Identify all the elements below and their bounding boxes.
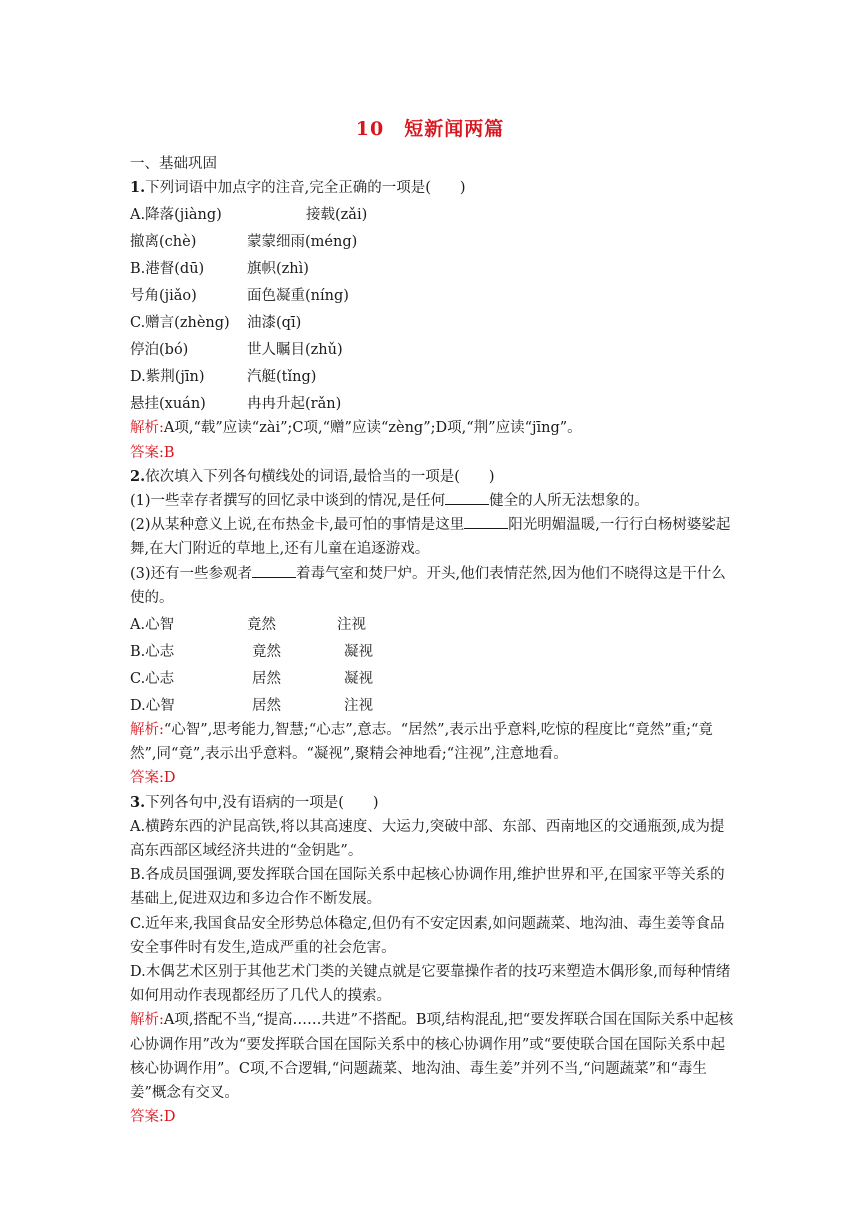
q2-sentence-1 xyxy=(130,489,735,513)
q1-word: 悬挂(xuán) xyxy=(130,396,206,413)
q1-word: 旗帜(zhì) xyxy=(247,261,309,278)
q3-option-a: A.横跨东西的沪昆高铁,将以其高速度、大运力,突破中部、东部、西南地区的交通瓶颈,成为提高东西部区域经济共进的“金钥匙”。 xyxy=(130,818,725,860)
q1-word: C.赠言(zhèng) xyxy=(130,315,230,332)
analysis-label: 解析: xyxy=(130,420,164,437)
fill-blank xyxy=(464,513,508,529)
q1-word: 蒙蒙细雨(méng) xyxy=(247,234,358,251)
q1-row xyxy=(130,254,735,281)
q3-analysis xyxy=(130,1008,735,1105)
q1-word: 停泊(bó) xyxy=(130,342,189,359)
q1-row xyxy=(130,200,735,227)
sentence-text: 健全的人所无法想象的。 xyxy=(489,493,649,510)
q1-word: A.降落(jiàng) xyxy=(130,207,222,224)
fill-blank xyxy=(252,562,296,578)
option-word: 居然 xyxy=(252,671,281,688)
q2-sentence-3 xyxy=(130,562,735,610)
analysis-label: 解析: xyxy=(130,722,164,739)
q2-answer: 答案:D xyxy=(130,770,176,787)
q1-word: 冉冉升起(rǎn) xyxy=(247,396,342,413)
option-word: 注视 xyxy=(344,698,373,715)
sentence-text: (2)从某种意义上说,在布热金卡,最可怕的事情是这里 xyxy=(130,517,465,534)
question-1-stem xyxy=(130,176,735,200)
sentence-text: 着毒气室和焚尸炉。开头,他们表情茫然,因为他们不晓得这是干什么使的。 xyxy=(130,565,726,606)
analysis-text: A项,搭配不当,“提高……共进”不搭配。B项,结构混乱,把“要发挥联合国在国际关系中起核心协调作用”改为“要发挥联合国在国际关系中的核心协调作用”或“要使联合国在国际关系中起核心协调作用”。C项,不合逻辑,“问题蔬菜、地沟油、毒生姜”并列不当,“问题蔬菜”和“毒生姜”概念有交叉。 xyxy=(130,1012,734,1102)
analysis-text: “心智”,思考能力,智慧;“心志”,意志。“居然”,表示出乎意料,吃惊的程度比“竟然”重;“竟然”,同“竟”,表示出乎意料。“凝视”,聚精会神地看;“注视”,注意地看。 xyxy=(130,722,713,763)
option-word: C.心志 xyxy=(130,671,175,688)
sentence-text: (3)还有一些参观者 xyxy=(130,565,253,582)
option-word: D.心智 xyxy=(130,698,175,715)
q3-option-d: D.木偶艺术区别于其他艺术门类的关键点就是它要靠操作者的技巧来塑造木偶形象,而每种情绪如何用动作表现都经历了几代人的摸索。 xyxy=(130,964,731,1005)
q3-option-b: B.各成员国强调,要发挥联合国在国际关系中起核心协调作用,维护世界和平,在国家平等关系的基础上,促进双边和多边合作不断发展。 xyxy=(130,867,725,908)
question-text: 下列词语中加点字的注音,完全正确的一项是( ) xyxy=(145,180,466,197)
q2-option xyxy=(130,691,735,718)
q1-word: 撤离(chè) xyxy=(130,234,197,251)
option-word: 凝视 xyxy=(344,644,373,661)
fill-blank xyxy=(445,489,489,505)
q1-word: 世人瞩目(zhǔ) xyxy=(247,342,343,359)
sentence-text: 阳光明媚温暖,一行行白杨树婆娑起舞,在大门附近的草地上,还有儿童在追逐游戏。 xyxy=(130,517,731,558)
option-word: 居然 xyxy=(252,698,281,715)
analysis-label: 解析: xyxy=(130,1012,164,1029)
question-number: 3. xyxy=(130,793,146,811)
q1-row xyxy=(130,335,735,362)
q1-word: 接载(zǎi) xyxy=(306,207,368,224)
page-title: 10 短新闻两篇 xyxy=(355,118,505,140)
q1-row xyxy=(130,389,735,416)
section-heading: 一、基础巩固 xyxy=(130,156,217,172)
q3-answer: 答案:D xyxy=(130,1109,176,1126)
q1-row xyxy=(130,362,735,389)
option-word: B.心志 xyxy=(130,644,175,661)
q2-option xyxy=(130,610,735,637)
q2-option xyxy=(130,664,735,691)
content xyxy=(130,152,735,1129)
q2-analysis xyxy=(130,718,735,766)
question-number: 1. xyxy=(130,179,146,197)
q1-word: D.紫荆(jīn) xyxy=(130,369,205,386)
analysis-text: A项,“载”应读“zài”;C项,“赠”应读“zèng”;D项,“荆”应读“jīng”。 xyxy=(163,420,582,437)
q2-option xyxy=(130,637,735,664)
option-word: 注视 xyxy=(337,617,366,634)
q1-word: 汽艇(tǐng) xyxy=(247,369,317,386)
question-text: 下列各句中,没有语病的一项是( ) xyxy=(145,794,379,811)
question-3-stem xyxy=(130,791,735,815)
option-word: 竟然 xyxy=(252,644,281,661)
q2-sentence-2 xyxy=(130,513,735,561)
q1-row xyxy=(130,227,735,254)
q1-word: 面色凝重(níng) xyxy=(247,288,349,305)
q1-row xyxy=(130,308,735,335)
q1-analysis xyxy=(130,416,735,440)
q1-answer: 答案:B xyxy=(130,444,175,461)
option-word: 凝视 xyxy=(344,671,373,688)
question-number: 2. xyxy=(130,467,146,485)
option-word: 竟然 xyxy=(247,617,276,634)
question-2-stem xyxy=(130,465,735,489)
q3-option-c: C.近年来,我国食品安全形势总体稳定,但仍有不安定因素,如问题蔬菜、地沟油、毒生姜等食品安全事件时有发生,造成严重的社会危害。 xyxy=(130,915,725,956)
question-text: 依次填入下列各句横线处的词语,最恰当的一项是( ) xyxy=(145,468,495,485)
q1-word: 油漆(qī) xyxy=(247,315,302,332)
option-word: A.心智 xyxy=(130,617,175,634)
q1-word: B.港督(dū) xyxy=(130,261,205,278)
sentence-text: (1)一些幸存者撰写的回忆录中谈到的情况,是任何 xyxy=(130,493,446,510)
q1-word: 号角(jiǎo) xyxy=(130,288,197,305)
q1-row xyxy=(130,281,735,308)
